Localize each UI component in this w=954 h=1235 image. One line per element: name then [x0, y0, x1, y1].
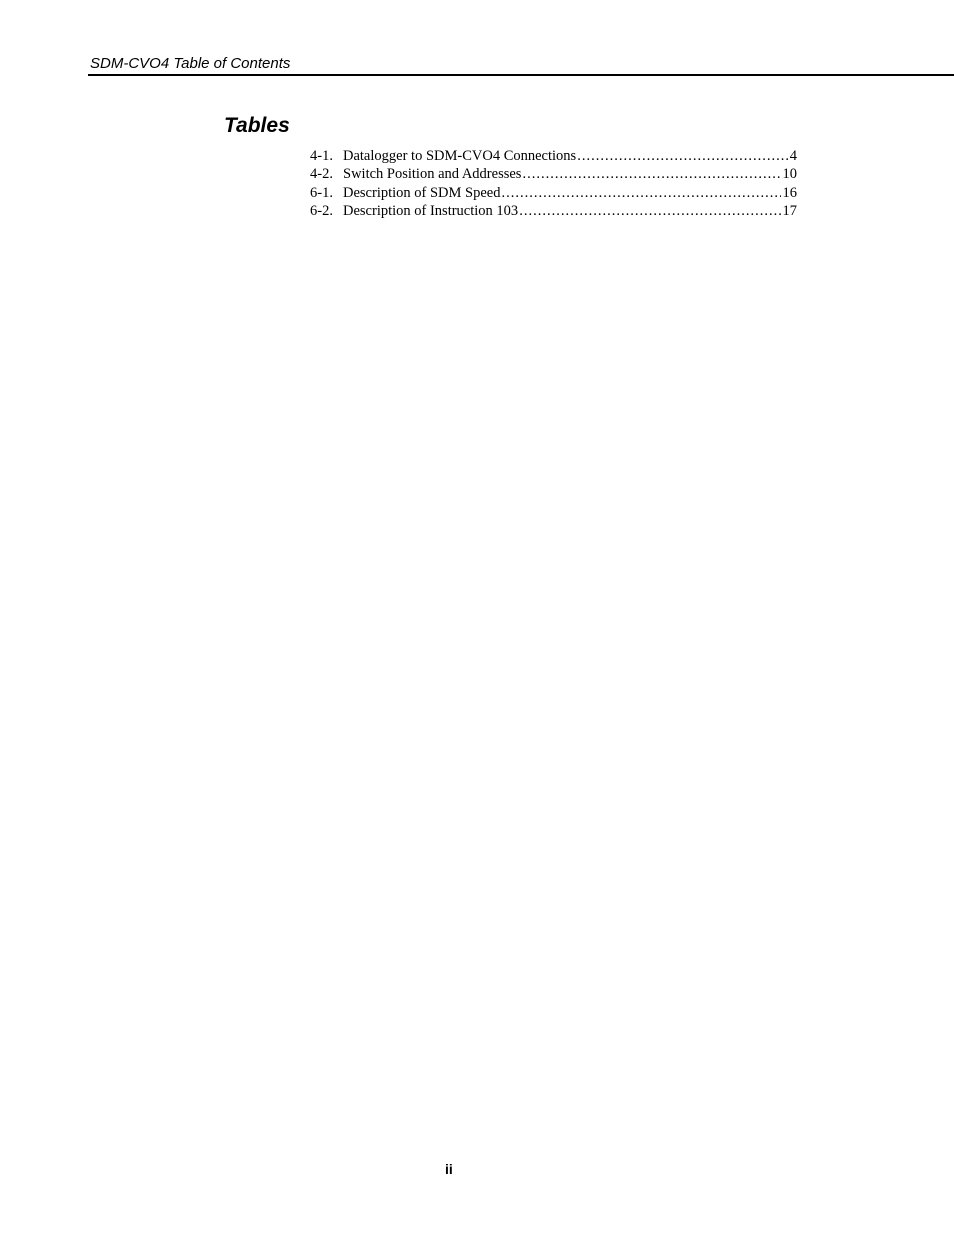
toc-entry-page: 16 [782, 184, 797, 201]
toc-entry-number: 6-1. [310, 184, 333, 201]
page-number: ii [445, 1161, 453, 1177]
dot-leader [501, 184, 780, 202]
section-title: Tables [224, 114, 290, 137]
toc-entry-number: 4-1. [310, 148, 333, 164]
toc-entry-number: 4-2. [310, 166, 333, 183]
toc-entry-number: 6-2. [310, 202, 333, 219]
toc-entry[interactable] [310, 202, 797, 220]
running-header-title: SDM-CVO4 Table of Contents [90, 55, 291, 72]
toc-entry[interactable] [310, 147, 797, 165]
header-rule [88, 74, 954, 76]
toc-entry-title: Description of Instruction 103 [343, 202, 519, 219]
toc-entry-page: 10 [782, 166, 797, 183]
toc-entry-title: Description of SDM Speed [343, 184, 501, 201]
dot-leader [522, 165, 780, 183]
dot-leader [519, 202, 780, 220]
table-of-tables-list [310, 147, 797, 220]
toc-entry-title: Datalogger to SDM-CVO4 Connections [343, 148, 577, 164]
toc-entry-title: Switch Position and Addresses [343, 166, 522, 183]
toc-entry-page: 17 [782, 202, 797, 219]
dot-leader [577, 147, 788, 165]
toc-entry-page: 4 [789, 148, 797, 164]
toc-entry[interactable] [310, 165, 797, 183]
toc-entry[interactable] [310, 184, 797, 202]
